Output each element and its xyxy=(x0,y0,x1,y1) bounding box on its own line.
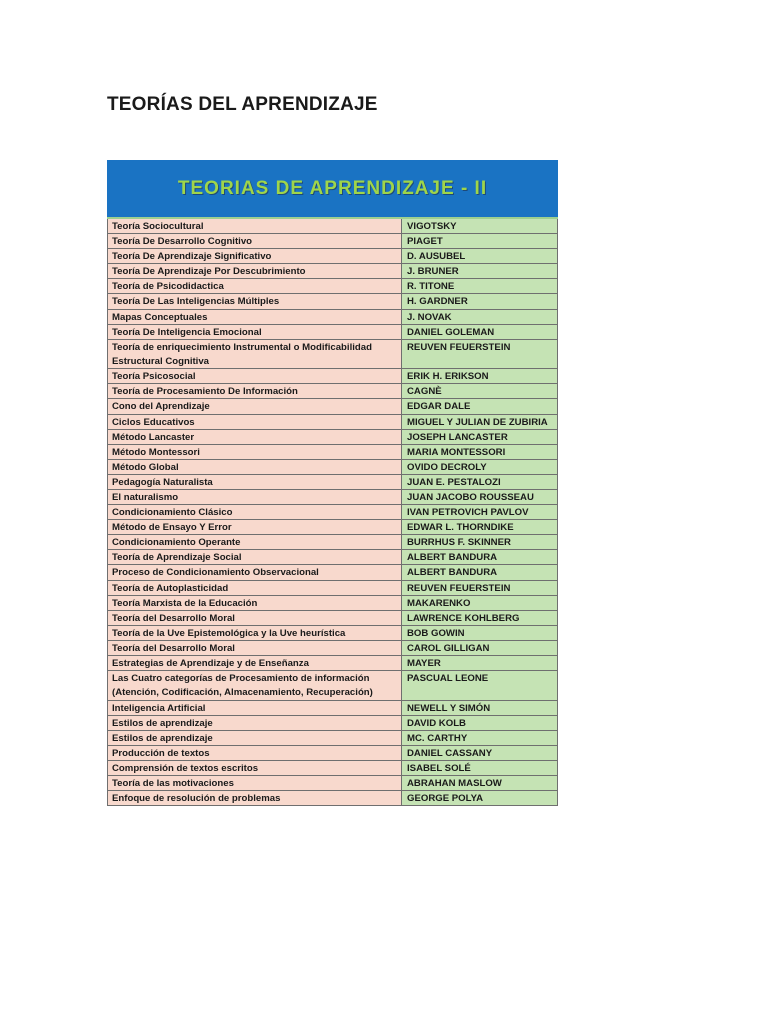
theory-cell: Teoría Psicosocial xyxy=(108,369,402,383)
table-row xyxy=(108,505,558,520)
table-row xyxy=(108,671,558,701)
theory-cell: Teoría de Aprendizaje Social xyxy=(108,550,402,564)
table-row xyxy=(108,445,558,460)
theory-cell: Inteligencia Artificial xyxy=(108,701,402,715)
table-rows xyxy=(107,219,558,806)
author-cell: H. GARDNER xyxy=(402,294,558,308)
theory-cell: Estilos de aprendizaje xyxy=(108,731,402,745)
author-cell: EDWAR L. THORNDIKE xyxy=(402,520,558,534)
table-row xyxy=(108,581,558,596)
theory-cell: Teoría De Desarrollo Cognitivo xyxy=(108,234,402,248)
theory-cell: Teoría Marxista de la Educación xyxy=(108,596,402,610)
author-cell: BURRHUS F. SKINNER xyxy=(402,535,558,549)
author-cell: MAKARENKO xyxy=(402,596,558,610)
theory-cell: Mapas Conceptuales xyxy=(108,310,402,324)
theory-cell: Ciclos Educativos xyxy=(108,415,402,429)
theory-cell: Teoría de Autoplasticidad xyxy=(108,581,402,595)
author-cell: ISABEL SOLÉ xyxy=(402,761,558,775)
table-row xyxy=(108,475,558,490)
theory-cell: Método Montessori xyxy=(108,445,402,459)
author-cell: R. TITONE xyxy=(402,279,558,293)
author-cell: NEWELL Y SIMÓN xyxy=(402,701,558,715)
author-cell: PASCUAL LEONE xyxy=(402,671,558,700)
table-row xyxy=(108,310,558,325)
author-cell: GEORGE POLYA xyxy=(402,791,558,805)
author-cell: VIGOTSKY xyxy=(402,219,558,233)
table-banner xyxy=(107,160,558,219)
theory-cell: Teoría De Aprendizaje Significativo xyxy=(108,249,402,263)
author-cell: LAWRENCE KOHLBERG xyxy=(402,611,558,625)
theory-cell: Teoría de enriquecimiento Instrumental o Modificabilidad Estructural Cognitiva xyxy=(108,340,402,369)
theory-cell: Comprensión de textos escritos xyxy=(108,761,402,775)
table-row xyxy=(108,701,558,716)
table-row xyxy=(108,776,558,791)
table-row xyxy=(108,626,558,641)
author-cell: IVAN PETROVICH PAVLOV xyxy=(402,505,558,519)
theory-cell: Cono del Aprendizaje xyxy=(108,399,402,413)
table-row xyxy=(108,399,558,414)
table-row xyxy=(108,611,558,626)
table-row xyxy=(108,340,558,370)
author-cell: PIAGET xyxy=(402,234,558,248)
table-row xyxy=(108,761,558,776)
theory-cell: Teoría de Procesamiento De Información xyxy=(108,384,402,398)
table-row xyxy=(108,219,558,234)
theory-cell: Enfoque de resolución de problemas xyxy=(108,791,402,805)
table-row xyxy=(108,369,558,384)
table-row xyxy=(108,325,558,340)
theory-cell: Teoría De Inteligencia Emocional xyxy=(108,325,402,339)
theory-cell: Teoría Sociocultural xyxy=(108,219,402,233)
author-cell: BOB GOWIN xyxy=(402,626,558,640)
theory-cell: Proceso de Condicionamiento Observacional xyxy=(108,565,402,579)
table-row xyxy=(108,294,558,309)
theory-cell: Teoría del Desarrollo Moral xyxy=(108,611,402,625)
table-row xyxy=(108,731,558,746)
table-row xyxy=(108,490,558,505)
author-cell: DAVID KOLB xyxy=(402,716,558,730)
theory-cell: Teoría de la Uve Epistemológica y la Uve heurística xyxy=(108,626,402,640)
theory-cell: Pedagogía Naturalista xyxy=(108,475,402,489)
table-row xyxy=(108,460,558,475)
table-row xyxy=(108,234,558,249)
table-row xyxy=(108,550,558,565)
author-cell: MC. CARTHY xyxy=(402,731,558,745)
theory-cell: Condicionamiento Operante xyxy=(108,535,402,549)
author-cell: OVIDO DECROLY xyxy=(402,460,558,474)
theory-cell: Las Cuatro categorías de Procesamiento de información (Atención, Codificación, Almacenamiento, Recuperación) xyxy=(108,671,402,700)
theory-cell: Teoría del Desarrollo Moral xyxy=(108,641,402,655)
theory-cell: Método Lancaster xyxy=(108,430,402,444)
table-row xyxy=(108,249,558,264)
table-row xyxy=(108,535,558,550)
theory-cell: Teoría De Las Inteligencias Múltiples xyxy=(108,294,402,308)
theory-cell: Estilos de aprendizaje xyxy=(108,716,402,730)
author-cell: JUAN JACOBO ROUSSEAU xyxy=(402,490,558,504)
theory-cell: Teoría de las motivaciones xyxy=(108,776,402,790)
author-cell: EDGAR DALE xyxy=(402,399,558,413)
author-cell: REUVEN FEUERSTEIN xyxy=(402,340,558,369)
author-cell: J. BRUNER xyxy=(402,264,558,278)
author-cell: ALBERT BANDURA xyxy=(402,550,558,564)
theory-cell: Método Global xyxy=(108,460,402,474)
table-banner-title: TEORIAS DE APRENDIZAJE - II xyxy=(177,177,488,199)
author-cell: JOSEPH LANCASTER xyxy=(402,430,558,444)
author-cell: MAYER xyxy=(402,656,558,670)
author-cell: ERIK H. ERIKSON xyxy=(402,369,558,383)
table-row xyxy=(108,520,558,535)
table-row xyxy=(108,746,558,761)
author-cell: DANIEL GOLEMAN xyxy=(402,325,558,339)
theory-cell: Estrategias de Aprendizaje y de Enseñanza xyxy=(108,656,402,670)
table-row xyxy=(108,384,558,399)
table-row xyxy=(108,279,558,294)
author-cell: D. AUSUBEL xyxy=(402,249,558,263)
document-title: TEORÍAS DEL APRENDIZAJE xyxy=(107,94,378,115)
table-row xyxy=(108,641,558,656)
table-row xyxy=(108,716,558,731)
theory-cell: Teoría De Aprendizaje Por Descubrimiento xyxy=(108,264,402,278)
table-row xyxy=(108,430,558,445)
author-cell: J. NOVAK xyxy=(402,310,558,324)
theory-cell: Método de Ensayo Y Error xyxy=(108,520,402,534)
table-row xyxy=(108,791,558,806)
table-row xyxy=(108,415,558,430)
author-cell: ABRAHAN MASLOW xyxy=(402,776,558,790)
theory-cell: El naturalismo xyxy=(108,490,402,504)
learning-theories-table xyxy=(107,160,558,810)
author-cell: REUVEN FEUERSTEIN xyxy=(402,581,558,595)
author-cell: MARIA MONTESSORI xyxy=(402,445,558,459)
author-cell: CAGNÈ xyxy=(402,384,558,398)
theory-cell: Producción de textos xyxy=(108,746,402,760)
author-cell: JUAN E. PESTALOZI xyxy=(402,475,558,489)
table-row xyxy=(108,264,558,279)
author-cell: ALBERT BANDURA xyxy=(402,565,558,579)
table-row xyxy=(108,656,558,671)
theory-cell: Condicionamiento Clásico xyxy=(108,505,402,519)
table-row xyxy=(108,565,558,580)
author-cell: MIGUEL Y JULIAN DE ZUBIRIA xyxy=(402,415,558,429)
table-row xyxy=(108,596,558,611)
theory-cell: Teoría de Psicodidactica xyxy=(108,279,402,293)
author-cell: DANIEL CASSANY xyxy=(402,746,558,760)
author-cell: CAROL GILLIGAN xyxy=(402,641,558,655)
